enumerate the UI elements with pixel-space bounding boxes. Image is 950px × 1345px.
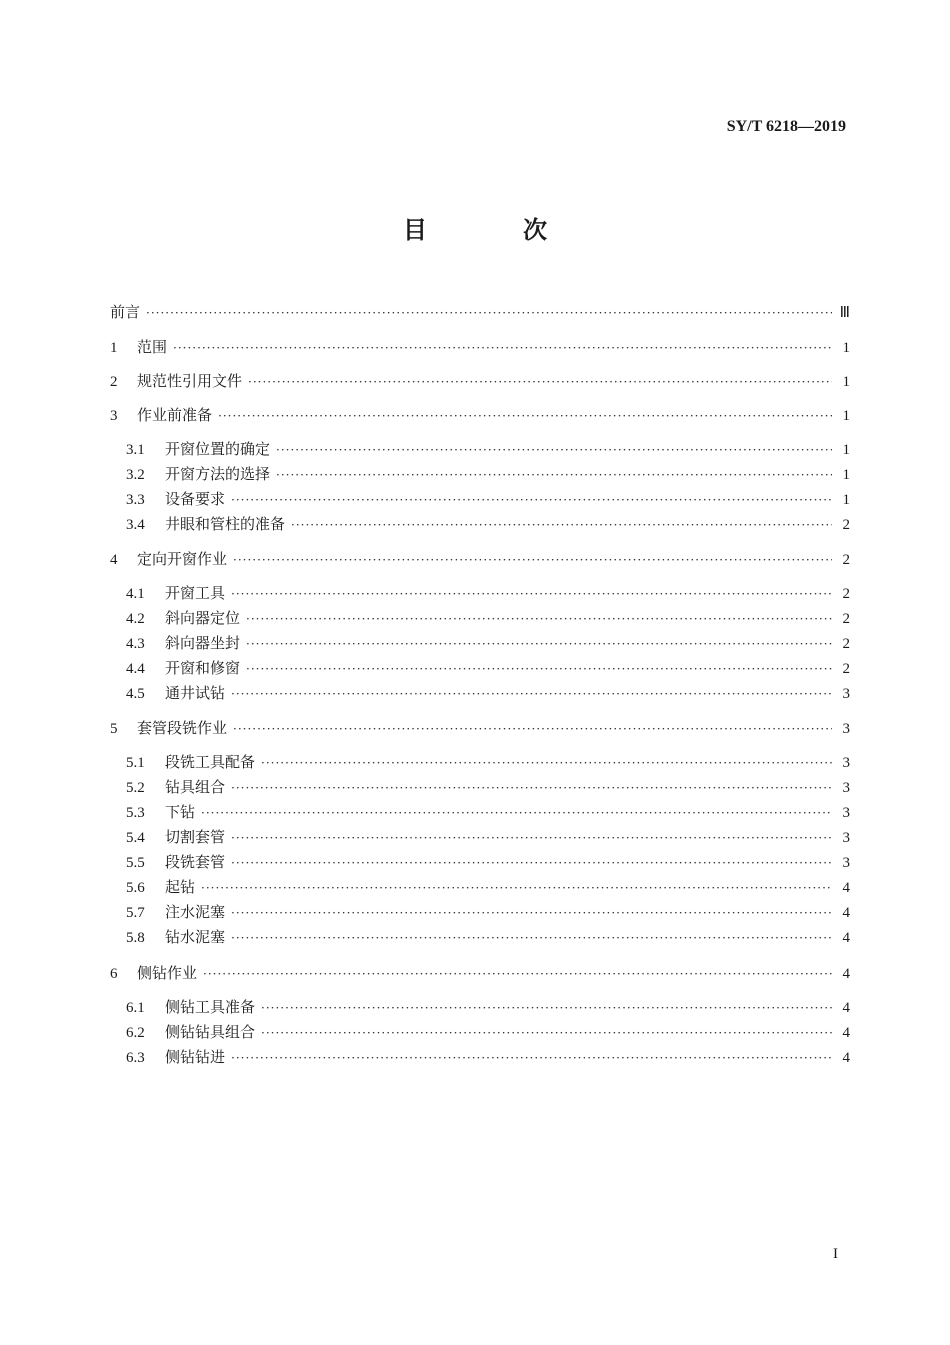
toc-entry-page: 2 — [842, 636, 850, 652]
toc-entry-page: 2 — [842, 586, 850, 602]
toc-entry-title: 段铣套管 — [165, 853, 226, 871]
toc-entry-title: 开窗和修窗 — [165, 659, 241, 677]
toc-entry[interactable] — [126, 926, 850, 948]
toc-entry-number: 5.1 — [126, 755, 145, 771]
toc-entry-number: 2 — [110, 374, 118, 390]
toc-entry-number: 4.4 — [126, 661, 145, 677]
toc-entry-number: 5.5 — [126, 855, 145, 871]
toc-entry-page: 2 — [842, 552, 850, 568]
toc-entry-page: 1 — [842, 408, 850, 424]
toc-entry-title: 注水泥塞 — [165, 903, 226, 921]
toc-entry-title: 定向开窗作业 — [137, 550, 228, 568]
toc-leader-dots — [261, 752, 832, 774]
toc-entry-page: 3 — [842, 686, 850, 702]
toc-entry-page: 4 — [842, 930, 850, 946]
toc-entry-title: 起钻 — [165, 878, 196, 896]
toc-entry[interactable] — [126, 851, 850, 873]
toc-entry-number: 4 — [110, 552, 118, 568]
toc-entry-number: 4.5 — [126, 686, 145, 702]
toc-leader-dots — [246, 658, 832, 680]
toc-entry-page: 3 — [842, 755, 850, 771]
toc-entry-page: 4 — [842, 1000, 850, 1016]
toc-entry-title: 范围 — [137, 338, 168, 356]
toc-entry-title: 套管段铣作业 — [137, 719, 228, 737]
toc-entry-number: 4.2 — [126, 611, 145, 627]
toc-entry-number: 4.3 — [126, 636, 145, 652]
toc-entry-page: 4 — [842, 1025, 850, 1041]
toc-entry-number: 5.2 — [126, 780, 145, 796]
toc-entry-page: 4 — [842, 880, 850, 896]
toc-entry-number: 5 — [110, 721, 118, 737]
toc-leader-dots — [231, 1047, 832, 1069]
toc-leader-dots — [231, 827, 832, 849]
toc-leader-dots — [276, 464, 832, 486]
toc-entry-number: 6 — [110, 966, 118, 982]
toc-entry-title: 开窗方法的选择 — [165, 465, 271, 483]
toc-entry[interactable] — [110, 548, 850, 570]
toc-entry-page: 4 — [842, 966, 850, 982]
toc-leader-dots — [231, 927, 832, 949]
toc-entry-number: 5.7 — [126, 905, 145, 921]
toc-leader-dots — [201, 802, 832, 824]
toc-entry-number: 3.2 — [126, 467, 145, 483]
toc-entry-title: 作业前准备 — [137, 406, 213, 424]
toc-entry[interactable] — [126, 513, 850, 535]
toc-entry-number: 6.1 — [126, 1000, 145, 1016]
toc-entry-title: 下钻 — [165, 803, 196, 821]
toc-leader-dots — [261, 1022, 832, 1044]
toc-entry-page: 3 — [842, 721, 850, 737]
toc-leader-dots — [203, 963, 832, 985]
toc-entry[interactable] — [126, 876, 850, 898]
toc-leader-dots — [231, 489, 832, 511]
toc-entry-title: 开窗工具 — [165, 584, 226, 602]
toc-entry-number: 3.1 — [126, 442, 145, 458]
toc-entry-number: 5.4 — [126, 830, 145, 846]
toc-entry-title: 通井试钻 — [165, 684, 226, 702]
toc-entry[interactable] — [110, 370, 850, 392]
toc-entry-page: 1 — [842, 442, 850, 458]
toc-entry-number: 5.8 — [126, 930, 145, 946]
toc-entry[interactable] — [126, 463, 850, 485]
toc-leader-dots — [246, 608, 832, 630]
toc-entry-page: 3 — [842, 780, 850, 796]
toc-entry-number: 6.3 — [126, 1050, 145, 1066]
toc-entry[interactable] — [126, 776, 850, 798]
toc-entry-page: 3 — [842, 830, 850, 846]
toc-entry-title: 斜向器定位 — [165, 609, 241, 627]
toc-entry[interactable] — [110, 404, 850, 426]
toc-entry[interactable] — [126, 632, 850, 654]
toc-entry-title: 段铣工具配备 — [165, 753, 256, 771]
toc-entry-title: 侧钻钻具组合 — [165, 1023, 256, 1041]
toc-entry[interactable] — [126, 438, 850, 460]
toc-leader-dots — [218, 405, 832, 427]
toc-leader-dots — [231, 902, 832, 924]
toc-entry-number: 5.6 — [126, 880, 145, 896]
toc-leader-dots — [291, 514, 832, 536]
toc-entry[interactable] — [126, 996, 850, 1018]
toc-leader-dots — [233, 549, 832, 571]
toc-entry-title: 前言 — [110, 303, 141, 321]
toc-leader-dots — [233, 718, 832, 740]
toc-entry-title: 开窗位置的确定 — [165, 440, 271, 458]
toc-leader-dots — [261, 997, 832, 1019]
toc-entry[interactable] — [126, 1021, 850, 1043]
page-title: 目 次 — [403, 216, 583, 244]
toc-entry-page: Ⅲ — [839, 305, 850, 321]
toc-entry-page: 1 — [842, 374, 850, 390]
toc-entry-number: 1 — [110, 340, 118, 356]
toc-leader-dots — [231, 852, 832, 874]
toc-entry-page: 2 — [842, 517, 850, 533]
toc-entry[interactable] — [126, 1046, 850, 1068]
toc-entry-title: 井眼和管柱的准备 — [165, 515, 286, 533]
toc-entry[interactable] — [126, 751, 850, 773]
toc-entry-page: 1 — [842, 467, 850, 483]
toc-entry-title: 侧钻钻进 — [165, 1048, 226, 1066]
toc-entry[interactable] — [110, 717, 850, 739]
toc-leader-dots — [173, 337, 832, 359]
toc-entry-page: 1 — [842, 340, 850, 356]
toc-entry-number: 5.3 — [126, 805, 145, 821]
toc-entry-number: 4.1 — [126, 586, 145, 602]
toc-leader-dots — [231, 777, 832, 799]
toc-entry-title: 斜向器坐封 — [165, 634, 241, 652]
toc-leader-dots — [246, 633, 832, 655]
toc-entry[interactable] — [126, 582, 850, 604]
toc-leader-dots — [276, 439, 832, 461]
toc-entry-number: 6.2 — [126, 1025, 145, 1041]
toc-entry[interactable] — [110, 301, 850, 323]
toc-entry-page: 2 — [842, 661, 850, 677]
standard-code: SY/T 6218—2019 — [726, 118, 846, 135]
toc-entry-page: 1 — [842, 492, 850, 508]
toc-entry[interactable] — [126, 682, 850, 704]
toc-entry[interactable] — [126, 826, 850, 848]
toc-entry-page: 3 — [842, 855, 850, 871]
toc-entry-page: 4 — [842, 1050, 850, 1066]
toc-entry[interactable] — [110, 336, 850, 358]
toc-entry-title: 切割套管 — [165, 828, 226, 846]
toc-entry-number: 3 — [110, 408, 118, 424]
toc-entry[interactable] — [126, 607, 850, 629]
toc-leader-dots — [146, 302, 832, 324]
toc-entry-title: 设备要求 — [165, 490, 226, 508]
toc-entry-title: 钻具组合 — [165, 778, 226, 796]
toc-entry-title: 规范性引用文件 — [137, 372, 243, 390]
toc-entry[interactable] — [126, 801, 850, 823]
toc-entry[interactable] — [126, 901, 850, 923]
toc-entry-page: 4 — [842, 905, 850, 921]
page-number: I — [833, 1246, 838, 1262]
toc-entry-number: 3.4 — [126, 517, 145, 533]
toc-entry-title: 侧钻工具准备 — [165, 998, 256, 1016]
toc-leader-dots — [201, 877, 832, 899]
toc-entry-title: 钻水泥塞 — [165, 928, 226, 946]
toc-entry[interactable] — [126, 488, 850, 510]
toc-entry-page: 2 — [842, 611, 850, 627]
toc-entry-page: 3 — [842, 805, 850, 821]
toc-entry-number: 3.3 — [126, 492, 145, 508]
toc-leader-dots — [231, 683, 832, 705]
toc-entry[interactable] — [110, 962, 850, 984]
toc-entry-title: 侧钻作业 — [137, 964, 198, 982]
toc-entry[interactable] — [126, 657, 850, 679]
toc-leader-dots — [248, 371, 832, 393]
toc-leader-dots — [231, 583, 832, 605]
